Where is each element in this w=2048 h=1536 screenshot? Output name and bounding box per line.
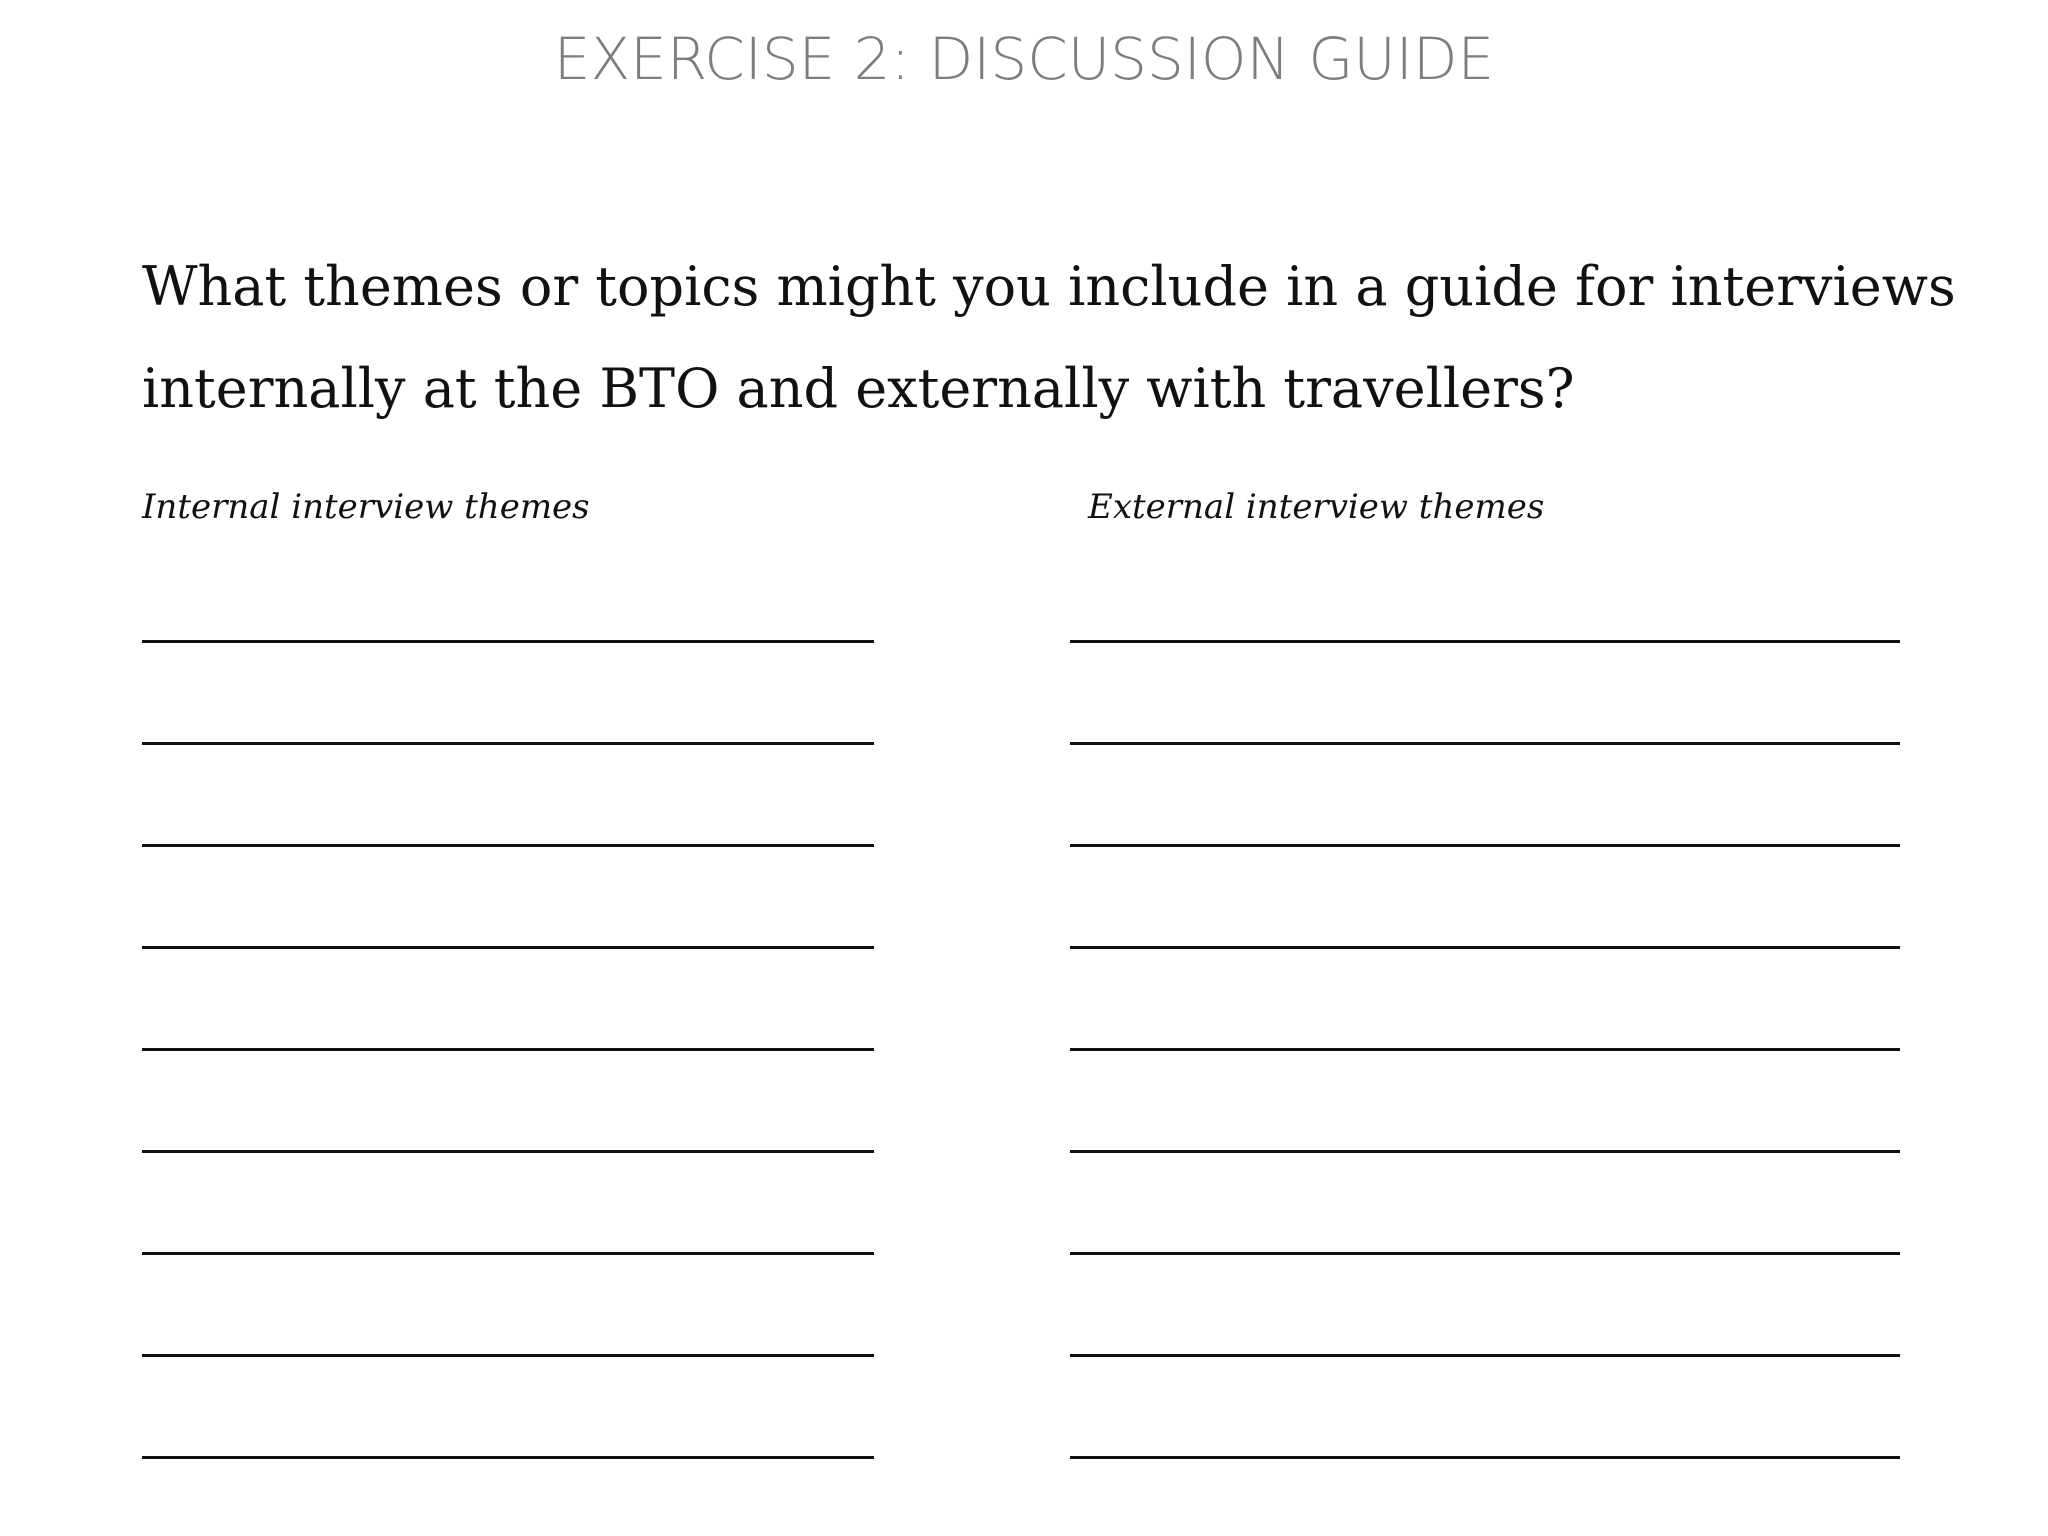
internal-answer-line[interactable]	[142, 844, 874, 847]
internal-answer-line[interactable]	[142, 946, 874, 949]
question-prompt: What themes or topics might you include in a guide for interviews internally at the BTO and externally with travellers?	[142, 255, 1956, 420]
external-answer-line[interactable]	[1070, 1456, 1900, 1459]
internal-answer-line[interactable]	[142, 1456, 874, 1459]
external-answer-line[interactable]	[1070, 640, 1900, 643]
external-answer-line[interactable]	[1070, 742, 1900, 745]
internal-answer-line[interactable]	[142, 640, 874, 643]
internal-answer-line[interactable]	[142, 742, 874, 745]
internal-answer-line[interactable]	[142, 1252, 874, 1255]
external-answer-line[interactable]	[1070, 1354, 1900, 1357]
external-themes-label: External interview themes	[1088, 487, 1545, 527]
external-answer-line[interactable]	[1070, 1150, 1900, 1153]
external-answer-line[interactable]	[1070, 946, 1900, 949]
internal-answer-line[interactable]	[142, 1354, 874, 1357]
external-answer-line[interactable]	[1070, 844, 1900, 847]
external-answer-line[interactable]	[1070, 1048, 1900, 1051]
external-answer-line[interactable]	[1070, 1252, 1900, 1255]
internal-answer-line[interactable]	[142, 1150, 874, 1153]
internal-answer-line[interactable]	[142, 1048, 874, 1051]
internal-themes-label: Internal interview themes	[142, 487, 590, 527]
page-title: EXERCISE 2: DISCUSSION GUIDE	[553, 25, 1495, 93]
